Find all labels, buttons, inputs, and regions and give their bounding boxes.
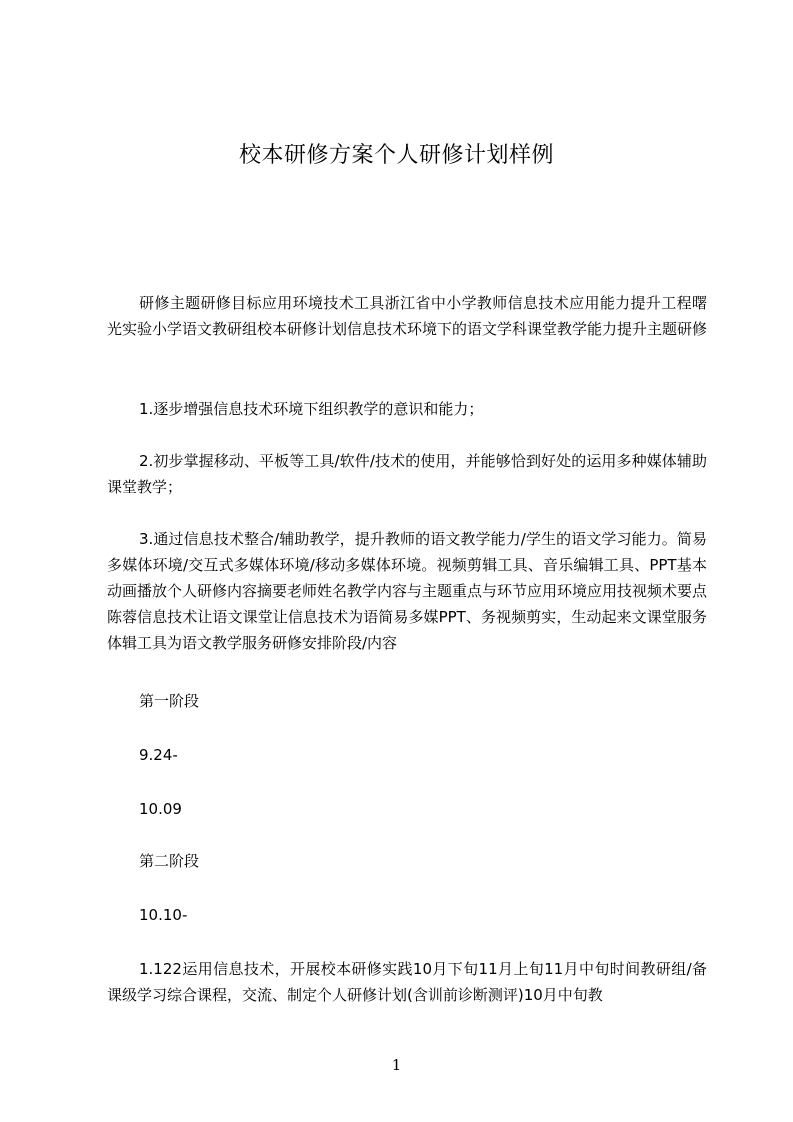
page-title: 校本研修方案个人研修计划样例 [238, 143, 554, 168]
stage-2-label: 第二阶段 [139, 852, 200, 870]
paragraph-intro: 研修主题研修目标应用环境技术工具浙江省中小学教师信息技术应用能力提升工程曙光实验小学语文教研组校本研修计划信息技术环境下的语文学科课堂教学能力提升主题研修 [107, 294, 708, 338]
stage-1-date-start: 9.24- [139, 746, 178, 764]
page-number: 1 [391, 1056, 402, 1074]
stage-1-label: 第一阶段 [139, 692, 200, 710]
paragraph-goal-2: 2.初步掌握移动、平板等工具/软件/技术的使用，并能够恰到好处的运用多种媒体辅助课堂教学； [107, 452, 707, 496]
paragraph-schedule: 1.122运用信息技术，开展校本研修实践10月下旬11月上旬11月中旬时间教研组/备课级学习综合课程，交流、制定个人研修计划(含训前诊断测评)10月中旬教 [107, 960, 707, 1004]
paragraph-goal-3: 3.通过信息技术整合/辅助教学，提升教师的语文教学能力/学生的语文学习能力。简易多媒体环境/交互式多媒体环境/移动多媒体环境。视频剪辑工具、音乐编辑工具、PPT基本动画播放个人研修内容摘要老师姓名教学内容与主题重点与环节应用环境应用技视频术要点陈蓉信息技术让语文课堂让信息技术为语简易多媒PPT、务视频剪实，生动起来文课堂服务体辑工具为语文教学服务研修安排阶段/内容 [107, 530, 708, 652]
stage-1-date-end: 10.09 [139, 800, 182, 818]
paragraph-goal-1: 1.逐步增强信息技术环境下组织教学的意识和能力； [139, 400, 484, 418]
stage-2-date-start: 10.10- [139, 906, 188, 924]
